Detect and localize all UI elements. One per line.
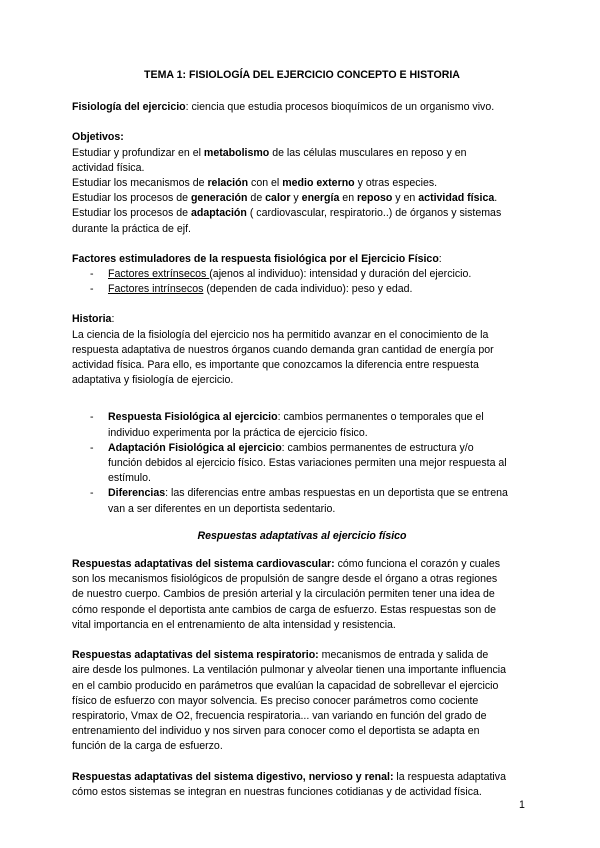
factors-list	[72, 267, 532, 297]
objective-line: Estudiar los procesos de generación de calor y energía en reposo y en actividad física.	[72, 192, 498, 205]
objectives-heading: Objetivos:	[72, 131, 124, 144]
responses-list	[72, 410, 532, 516]
system-paragraph-respiratory: Respuestas adaptativas del sistema respiratorio: mecanismos de entrada y salida de aire desde los pulmones. La ventilación pulmonar y alveolar tienen una importante influencia en el cambio producido en parámetros que evalúan la capacidad de sobrellevar el ejercicio físico de esfuerzo con mayor solvencia. Es preciso conocer parámetros como cociente respiratorio, Vmax de O2, frecuencia respiratoria... van variando en función del grado de entrenamiento del individuo y nos sirven para conocer como el deportista se adapta en función de la carga de esfuerzo.	[72, 649, 507, 753]
list-item: - Adaptación Fisiológica al ejercicio: cambios permanentes de estructura y/o función debidos al ejercicio físico. Estas variaciones permiten una mejor respuesta al estímulo.	[72, 441, 532, 487]
history-section: Historia: La ciencia de la fisiología del ejercicio nos ha permitido avanzar en el conocimiento de la respuesta adaptativa de nuestros órganos cuando demanda gran cantidad de energía por actividad física. Para ello, es importante que conozcamos la diferencia entre respuesta adaptativa y fisiología de ejercicio.	[72, 313, 494, 387]
objective-line: Estudiar y profundizar en el metabolismo de las células musculares en reposo y en	[72, 146, 467, 159]
page-number: 1	[519, 799, 525, 811]
history-heading: Historia	[72, 313, 112, 326]
factors-heading: Factores estimuladores de la respuesta fisiológica por el Ejercicio Físico	[72, 252, 439, 265]
list-item: - Respuesta Fisiológica al ejercicio: cambios permanentes o temporales que el individuo experimenta por la práctica de ejercicio físico.	[72, 410, 532, 440]
page-title: TEMA 1: FISIOLOGÍA DEL EJERCICIO CONCEPTO E HISTORIA	[144, 69, 460, 81]
factors-section: Factores estimuladores de la respuesta fisiológica por el Ejercicio Físico: - Factores extrínsecos (ajenos al individuo): intensidad y duración del ejercicio. - Factores intrínsecos (dependen de cada individuo): peso y edad.	[72, 252, 532, 298]
objective-line: durante la práctica de ejf.	[72, 222, 191, 235]
objective-line: Estudiar los mecanismos de relación con el medio externo y otras especies.	[72, 177, 438, 190]
objective-line: Estudiar los procesos de adaptación ( cardiovascular, respiratorio..) de órganos y sistemas	[72, 207, 502, 220]
system-paragraph-digestive: Respuestas adaptativas del sistema digestivo, nervioso y renal: la respuesta adaptativa cómo estos sistemas se integran en nuestras funciones cotidianas y de actividad física.	[72, 770, 506, 798]
objectives-section	[72, 130, 532, 236]
list-item: - Factores intrínsecos (dependen de cada individuo): peso y edad.	[72, 282, 532, 297]
system-paragraph-cardiovascular: Respuestas adaptativas del sistema cardiovascular: cómo funciona el corazón y cuales son los mecanismos fisiológicos de propulsión de sangre desde el órgano a otras regiones de nuestro cuerpo. Cambios de presión arterial y la circulación permiten tener una idea de cómo responde el deportista ante cambios de carga de esfuerzo. Estas respuestas son de vital importancia en el entrenamiento de alta intensidad y resistencia.	[72, 558, 501, 631]
definition-text: : ciencia que estudia procesos bioquímicos de un organismo vivo.	[185, 101, 495, 114]
definition-paragraph	[72, 100, 532, 115]
section-heading: Respuestas adaptativas al ejercicio físico	[197, 529, 407, 542]
definition-term: Fisiología del ejercicio	[72, 101, 186, 114]
document-page	[72, 68, 532, 800]
list-item: - Diferencias: las diferencias entre ambas respuestas en un deportista que se entrena van a ser diferentes en un deportista sedentario.	[72, 486, 532, 516]
list-item: - Factores extrínsecos (ajenos al individuo): intensidad y duración del ejercicio.	[72, 267, 532, 282]
objective-line: actividad física.	[72, 161, 145, 174]
